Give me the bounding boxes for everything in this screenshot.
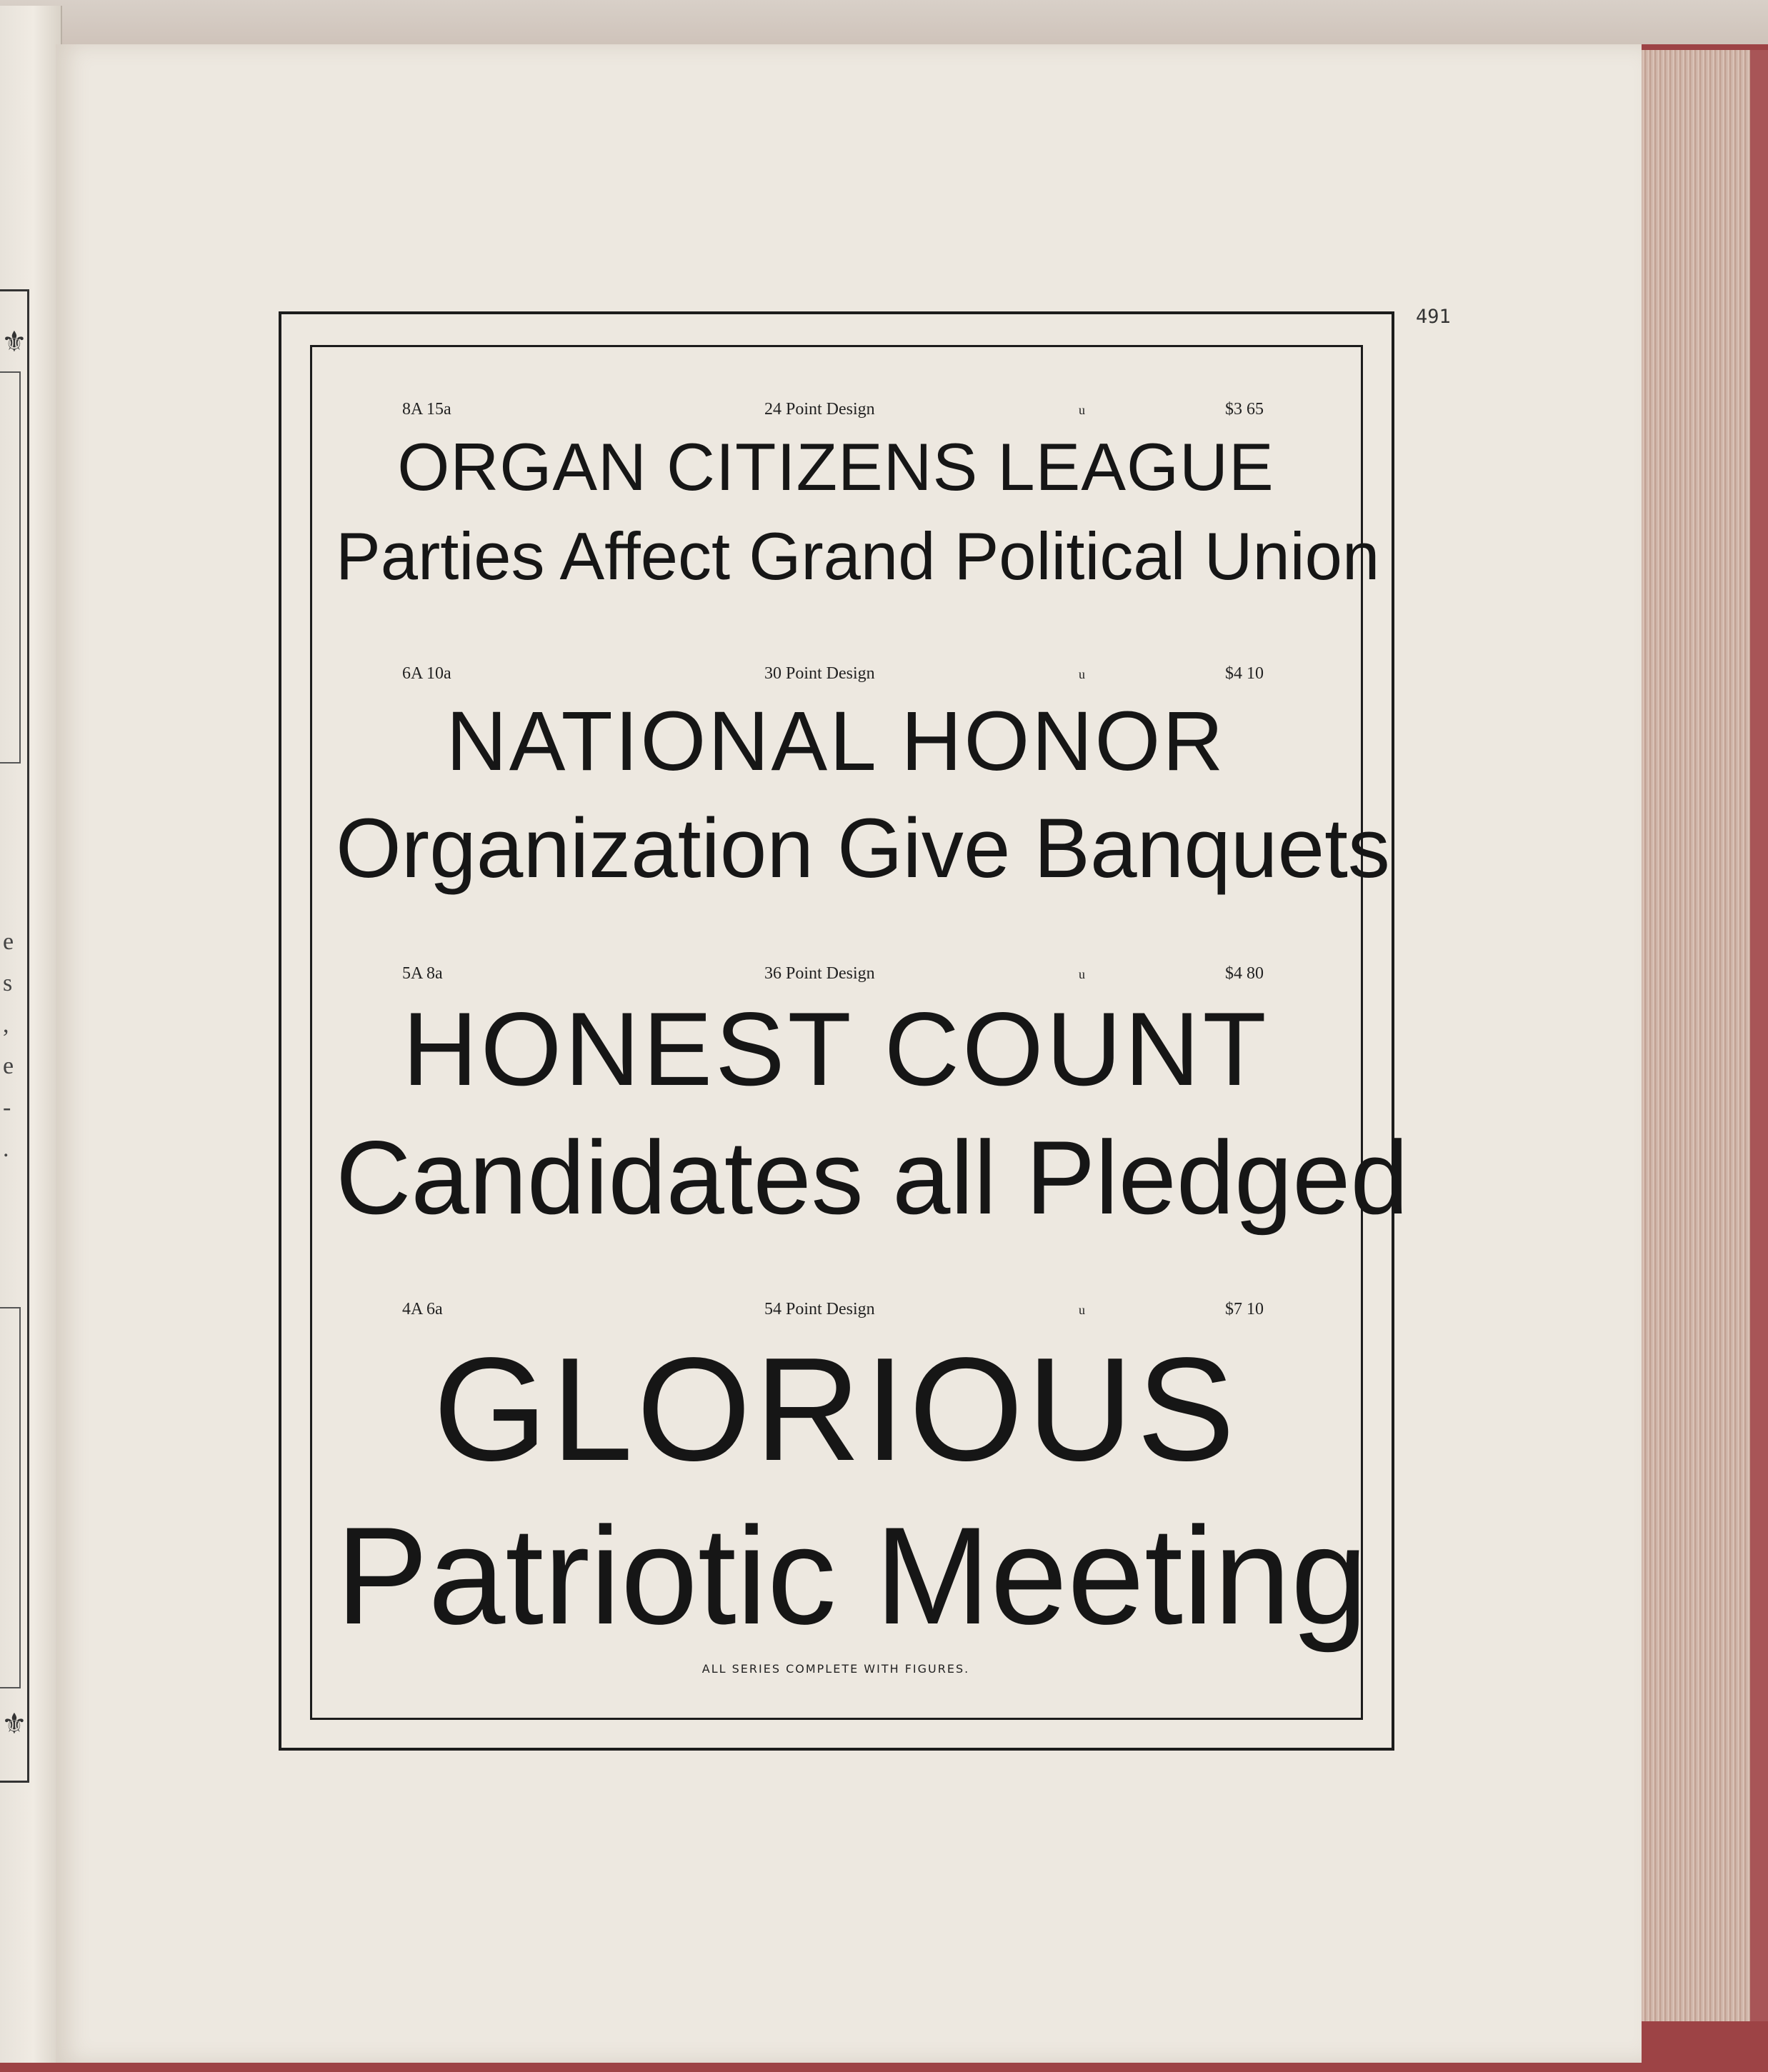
specimen-spec-line [396,664,1282,686]
page-number: 491 [1416,306,1451,328]
left-fragment: s [3,970,13,996]
font-count: 4A 6a [402,1300,443,1318]
footer-note: ALL SERIES COMPLETE WITH FIGURES. [701,1662,970,1676]
price: $4 80 [1225,964,1264,983]
left-fragment: e [3,929,14,955]
page-edges [1642,50,1750,2021]
specimen-caps-line: ORGAN CITIZENS LEAGUE [397,429,1274,504]
font-count: 5A 8a [402,964,443,983]
left-fragment: . [3,1136,9,1162]
font-count: 8A 15a [402,400,451,419]
series-mark: u [1079,1303,1085,1317]
fleur-de-lis-icon: ⚜ [1,1708,27,1740]
specimen-caps-line: GLORIOUS [433,1327,1239,1491]
left-page-text-fragments [3,921,17,1170]
specimen-lower-line: Patriotic Meeting [336,1498,1368,1653]
left-fragment: , [3,1011,9,1038]
point-size: 54 Point Design [764,1300,875,1318]
specimen-caps-line: NATIONAL HONOR [446,694,1226,789]
specimen-spec-line [396,1300,1282,1321]
left-page-inner-frame [0,371,21,764]
price: $7 10 [1225,1300,1264,1318]
point-size: 30 Point Design [764,664,875,683]
price: $3 65 [1225,400,1264,419]
series-mark: u [1079,967,1085,981]
specimen-lower-line: Organization Give Banquets [336,801,1390,896]
left-fragment: - [3,1094,11,1121]
left-page-lower-frame [0,1307,21,1688]
left-fragment: e [3,1053,14,1079]
fleur-de-lis-icon: ⚜ [1,326,27,358]
specimen-lower-line: Candidates all Pledged [336,1119,1409,1236]
price: $4 10 [1225,664,1264,683]
series-mark: u [1079,667,1085,681]
point-size: 24 Point Design [764,400,875,419]
point-size: 36 Point Design [764,964,875,983]
binding-top-edge [0,0,1768,44]
specimen-spec-line [396,964,1282,986]
font-count: 6A 10a [402,664,451,683]
specimen-lower-line: Parties Affect Grand Political Union [336,519,1380,594]
specimen-spec-line [396,400,1282,421]
series-mark: u [1079,403,1085,417]
specimen-caps-line: HONEST COUNT [402,991,1269,1107]
cover-edge [1750,50,1768,2021]
